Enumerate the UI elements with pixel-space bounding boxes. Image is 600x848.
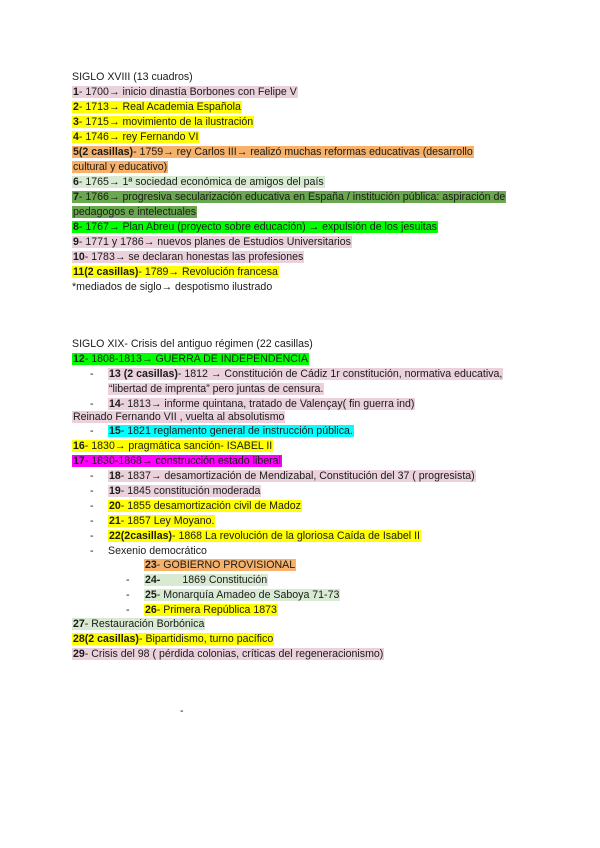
timeline-item-27: 27- Restauración Borbónica: [73, 618, 205, 630]
timeline-item-5-continued: cultural y educativo): [73, 161, 168, 173]
timeline-item-2: 2- 1713→ Real Academia Española: [73, 101, 241, 113]
timeline-item-24: 24- 1869 Constitución: [145, 574, 268, 586]
timeline-item-11: 11(2 casillas)- 1789→ Revolución francesa: [73, 266, 278, 278]
list-dash: -: [90, 545, 94, 557]
timeline-item-21: 21- 1857 Ley Moyano.: [109, 515, 215, 527]
list-dash: -: [90, 500, 94, 512]
timeline-item-10: 10- 1783→ se declaran honestas las profesiones: [73, 251, 304, 263]
list-dash: -: [90, 470, 94, 482]
list-dash: -: [90, 368, 94, 380]
stray-dash: -: [180, 705, 184, 717]
timeline-item-17: 17- 1830-1868→ construcción estado liberal: [73, 455, 281, 467]
timeline-item-13-continued: “libertad de imprenta” pero juntas de censura.: [109, 383, 324, 395]
timeline-item-1: 1- 1700→ inicio dinastía Borbones con Felipe V: [73, 86, 297, 98]
list-dash: -: [90, 485, 94, 497]
timeline-item-12: 12- 1808-1813→ GUERRA DE INDEPENDENCIA: [73, 353, 308, 365]
list-dash: -: [90, 425, 94, 437]
list-dash: -: [90, 530, 94, 542]
timeline-item-5: 5(2 casillas)- 1759→ rey Carlos III→ realizó muchas reformas educativas (desarrollo: [73, 146, 473, 158]
timeline-item-15: 15- 1821 reglamento general de instrucción pública.: [109, 425, 353, 437]
list-dash: -: [90, 398, 94, 410]
timeline-item-9: 9- 1771 y 1786→ nuevos planes de Estudios Universitarios: [73, 236, 351, 248]
list-dash: -: [126, 604, 130, 616]
timeline-item-26: 26- Primera República 1873: [145, 604, 277, 616]
list-dash: -: [90, 515, 94, 527]
timeline-item-14: 14- 1813→ informe quintana, tratado de Valençay( fin guerra ind): [109, 398, 415, 410]
timeline-item-13: 13 (2 casillas)- 1812 → Constitución de Cádiz 1r constitución, normativa educativa,: [109, 368, 503, 380]
timeline-item-6: 6- 1765→ 1ª sociedad económica de amigos del país: [73, 176, 324, 188]
timeline-item-28: 28(2 casillas)- Bipartidismo, turno pacífico: [73, 633, 274, 645]
section-title-xviii: SIGLO XVIII (13 cuadros): [72, 71, 193, 83]
timeline-item-20: 20- 1855 desamortización civil de Madoz: [109, 500, 301, 512]
sexenio-heading: Sexenio democrático: [108, 545, 207, 557]
timeline-item-23: 23- GOBIERNO PROVISIONAL: [145, 559, 296, 571]
list-dash: -: [126, 574, 130, 586]
note-line: *mediados de siglo→ despotismo ilustrado: [72, 281, 273, 293]
timeline-item-18: 18- 1837→ desamortización de Mendizabal, Constitución del 37 ( progresista): [109, 470, 475, 482]
timeline-item-3: 3- 1715→ movimiento de la ilustración: [73, 116, 254, 128]
timeline-item-25: 25- Monarquía Amadeo de Saboya 71-73: [145, 589, 340, 601]
section-title-xix: SIGLO XIX- Crisis del antiguo régimen (22 casillas): [72, 338, 313, 350]
timeline-item-8: 8- 1767→ Plan Abreu (proyecto sobre educación) → expulsión de los jesuitas: [73, 221, 437, 233]
reinado-heading: Reinado Fernando VII , vuelta al absolutismo: [73, 411, 285, 423]
timeline-item-7: 7- 1766→ progresiva secularización educativa en España / institución pública: aspiración de: [73, 191, 506, 203]
timeline-item-7-continued: pedagogos e intelectuales: [73, 206, 197, 218]
timeline-item-29: 29- Crisis del 98 ( pérdida colonias, críticas del regeneracionismo): [73, 648, 384, 660]
timeline-item-4: 4- 1746→ rey Fernando VI: [73, 131, 199, 143]
timeline-item-22: 22(2casillas)- 1868 La revolución de la gloriosa Caída de Isabel II: [109, 530, 420, 542]
list-dash: -: [126, 589, 130, 601]
timeline-item-19: 19- 1845 constitución moderada: [109, 485, 261, 497]
timeline-item-16: 16- 1830→ pragmática sanción- ISABEL II: [73, 440, 273, 452]
